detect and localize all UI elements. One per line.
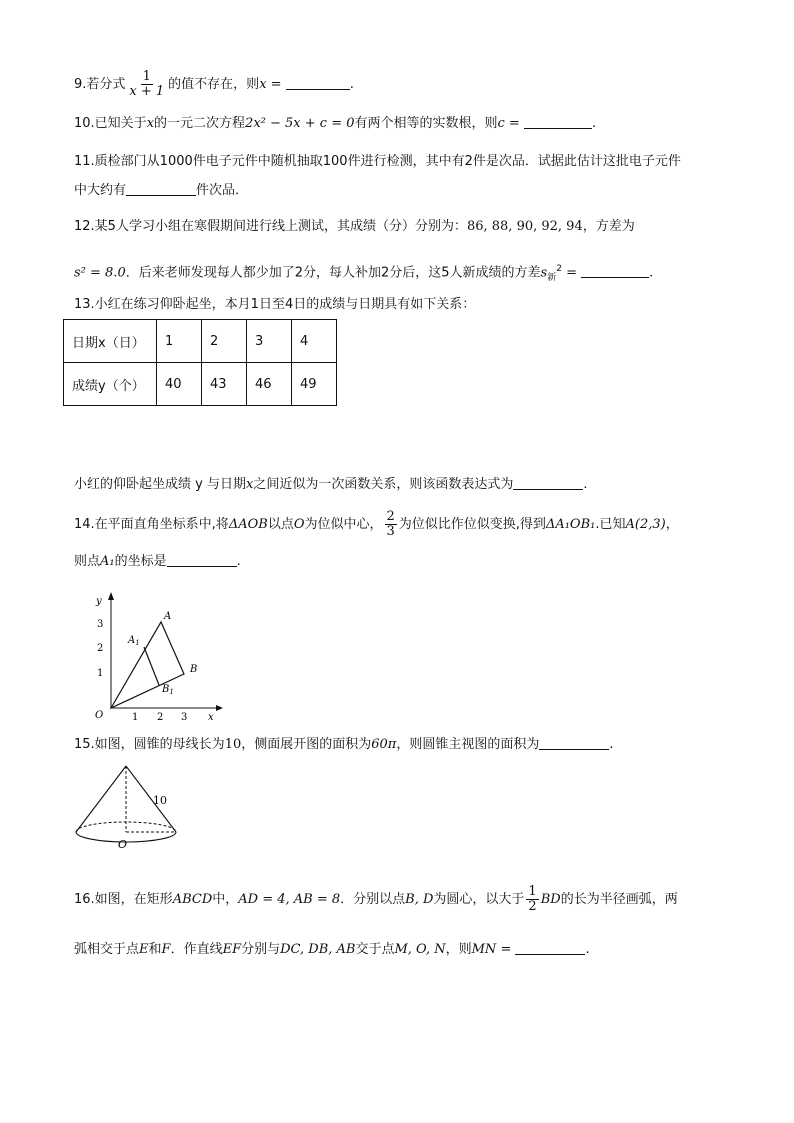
segment-A1B1 xyxy=(144,647,159,685)
table-row xyxy=(64,320,337,363)
point-O: O xyxy=(293,517,305,532)
problem-16-lead: 16.如图，在矩形 xyxy=(74,892,173,907)
problem-11-text: 11.质检部门从1000件电子元件中随机抽取100件进行检测，其中有2件是次品．试据此估计这批电子元件 xyxy=(74,154,681,169)
x-tick-label: 3 xyxy=(181,712,188,720)
period: . xyxy=(349,77,354,92)
lines-DC-DB-AB: DC, DB, AB xyxy=(280,942,356,957)
y-tick-label: 1 xyxy=(97,668,104,679)
problem-10-lead: 10.已知关于 xyxy=(74,116,147,131)
problem-16-mid8: ，则 xyxy=(445,942,472,957)
equals-sign: = xyxy=(561,265,582,281)
superscript-2: 2 xyxy=(556,264,562,274)
data-table xyxy=(63,319,337,406)
y-tick-label: 2 xyxy=(97,643,104,654)
period: . xyxy=(585,942,590,957)
table-header-date: 日期x（日） xyxy=(64,320,157,363)
variance-value: s² = 8.0 xyxy=(74,265,126,281)
problem-9-mid: 的值不存在，则 xyxy=(168,77,260,92)
problem-10 xyxy=(74,114,596,134)
problem-16-line-2 xyxy=(74,940,590,960)
point-F: F xyxy=(161,942,171,957)
fraction-denominator: 3 xyxy=(386,524,395,539)
problem-16-mid7: 交于点 xyxy=(355,942,395,957)
line-EF: EF xyxy=(222,942,242,957)
cone-left-edge xyxy=(76,766,126,832)
y-axis-arrow xyxy=(108,592,114,600)
variable-x: x xyxy=(245,477,254,492)
point-A1: A₁ xyxy=(100,554,115,569)
table-cell: 3 xyxy=(247,320,292,363)
variable-x: x xyxy=(259,77,267,92)
x-tick-label: 2 xyxy=(157,712,164,720)
problem-10-mid: 的一元二次方程 xyxy=(154,116,246,131)
problem-13-lead: 小红的仰卧起坐成绩 y 与日期 xyxy=(74,477,246,492)
x-axis-label: x xyxy=(208,712,214,720)
figure-coordinate-triangles xyxy=(86,588,226,720)
problem-15-lead: 15.如图，圆锥的母线长为 xyxy=(74,737,225,752)
answer-blank-16[interactable] xyxy=(515,940,585,955)
problem-16-mid2: ．分别以点 xyxy=(340,892,406,907)
label-B1: $B_1$ xyxy=(162,684,174,696)
problem-12-line-2 xyxy=(74,259,653,288)
problem-13-question xyxy=(74,475,587,495)
slant-label: 10 xyxy=(153,794,167,807)
label-A1: $A_1$ xyxy=(128,635,140,647)
table-cell: 46 xyxy=(247,363,292,406)
fraction-denominator: x + 1 xyxy=(129,84,165,99)
answer-blank-13[interactable] xyxy=(513,475,583,490)
table-row xyxy=(64,363,337,406)
problem-13-text: 13.小红在练习仰卧起坐，本月1日至4日的成绩与日期具有如下关系： xyxy=(74,297,476,312)
slant-length: 10 xyxy=(224,737,242,752)
problem-14-mid4: .已知 xyxy=(595,517,626,532)
problem-16-mid3: 为圆心，以大于 xyxy=(433,892,525,907)
rectangle-ABCD: ABCD xyxy=(172,892,213,907)
table-cell: 4 xyxy=(292,320,337,363)
answer-blank-11[interactable] xyxy=(126,181,196,196)
point-E: E xyxy=(139,942,149,957)
y-tick-label: 3 xyxy=(97,619,104,630)
problem-16-mid5: ．作直线 xyxy=(170,942,223,957)
period: . xyxy=(649,265,654,281)
period: . xyxy=(609,737,614,752)
fraction-denominator: 2 xyxy=(528,899,537,914)
period: . xyxy=(591,116,597,131)
figure-cone xyxy=(70,760,200,856)
problem-16-mid1: 中， xyxy=(212,892,239,907)
problem-16-mid6: 分别与 xyxy=(241,942,281,957)
problem-9 xyxy=(74,70,354,99)
point-A-coords: A(2,3) xyxy=(625,517,666,532)
answer-blank-12[interactable] xyxy=(581,263,649,278)
triangle-AOB: ΔAOB xyxy=(228,517,268,532)
problem-11-lead: 中大约有 xyxy=(74,183,127,198)
subscript-new: 新 xyxy=(547,272,557,283)
comma: ， xyxy=(665,517,679,532)
x-axis-arrow xyxy=(216,705,223,711)
table-cell: 49 xyxy=(292,363,337,406)
problem-14-lead2: 则点 xyxy=(74,554,101,569)
problem-10-mid2: 有两个相等的实数根，则 xyxy=(354,116,498,131)
variable-c: c xyxy=(497,116,505,131)
period: . xyxy=(583,477,588,492)
variable-x: x xyxy=(146,116,155,131)
problem-16-lead2: 弧相交于点 xyxy=(74,942,140,957)
problem-14-mid2: 为位似中心， xyxy=(304,517,383,532)
equals-sign: = xyxy=(504,116,524,131)
problem-14-mid1: 以点 xyxy=(267,517,294,532)
table-cell: 1 xyxy=(157,320,202,363)
table-cell: 40 xyxy=(157,363,202,406)
problem-16-fraction xyxy=(526,885,538,914)
problem-14-line-2 xyxy=(74,552,241,572)
equals-sign: = xyxy=(266,77,286,92)
triangle-A1OB1: ΔA₁OB₁ xyxy=(545,517,596,532)
problem-13-mid: 之间近似为一次函数关系，则该函数表达式为 xyxy=(253,477,514,492)
problem-14-mid3: 为位似比作位似变换,得到 xyxy=(398,517,546,532)
answer-blank-15[interactable] xyxy=(539,735,609,750)
problem-15-mid: ，侧面展开图的面积为 xyxy=(241,737,372,752)
segment-BD: BD xyxy=(540,892,561,907)
variable-s: s xyxy=(540,265,548,281)
segment-MN: MN xyxy=(471,942,497,957)
problem-13-intro xyxy=(74,295,475,315)
problem-16-mid4: 的长为半径画弧，两 xyxy=(560,892,678,907)
problem-12-mid: ，方差为 xyxy=(582,219,635,234)
problem-14-mid5: 的坐标是 xyxy=(114,554,167,569)
fraction-numerator: 2 xyxy=(386,509,395,524)
equals-sign: = xyxy=(496,942,516,957)
problem-14-lead: 14.在平面直角坐标系中,将 xyxy=(74,517,229,532)
problem-14-fraction xyxy=(385,510,397,539)
answer-blank-9[interactable] xyxy=(286,75,350,90)
answer-blank-14[interactable] xyxy=(167,552,237,567)
problem-9-lead: 9.若分式 xyxy=(74,77,126,92)
problem-15 xyxy=(74,735,614,755)
quadratic-equation: 2x² − 5x + c = 0 xyxy=(245,116,355,131)
fraction-numerator: 1 xyxy=(142,69,151,84)
label-A: A xyxy=(164,611,172,622)
fraction-numerator: 1 xyxy=(528,884,537,899)
conjunction: 和 xyxy=(148,942,162,957)
origin-label: O xyxy=(95,710,104,720)
points-M-O-N: M, O, N xyxy=(394,942,446,957)
points-B-D: B, D xyxy=(405,892,434,907)
problem-16-line-1 xyxy=(74,885,678,914)
problem-11-end: 件次品． xyxy=(196,183,249,198)
center-label-O: O xyxy=(118,838,128,851)
problem-12-line-1 xyxy=(74,217,635,237)
period: . xyxy=(236,554,241,569)
problem-9-fraction xyxy=(127,70,166,99)
table-header-score: 成绩y（个） xyxy=(64,363,157,406)
x-tick-label: 1 xyxy=(132,712,139,720)
scores-list: 86, 88, 90, 92, 94 xyxy=(466,219,583,234)
problem-14-line-1 xyxy=(74,510,679,539)
y-axis-label: y xyxy=(96,596,102,607)
label-B: B xyxy=(190,664,198,675)
problem-12-lead: 12.某5人学习小组在寒假期间进行线上测试，其成绩（分）分别为： xyxy=(74,219,467,234)
lateral-area: 60π xyxy=(371,737,397,752)
problem-15-mid2: ，则圆锥主视图的面积为 xyxy=(396,737,540,752)
table-cell: 2 xyxy=(202,320,247,363)
problem-11-line-1 xyxy=(74,152,681,172)
problem-11-line-2 xyxy=(74,181,248,201)
given-lengths: AD = 4, AB = 8 xyxy=(238,892,341,907)
table-cell: 43 xyxy=(202,363,247,406)
problem-12-mid2: ．后来老师发现每人都少加了2分，每人补加2分后，这5人新成绩的方差 xyxy=(125,265,541,281)
answer-blank-10[interactable] xyxy=(524,114,592,129)
